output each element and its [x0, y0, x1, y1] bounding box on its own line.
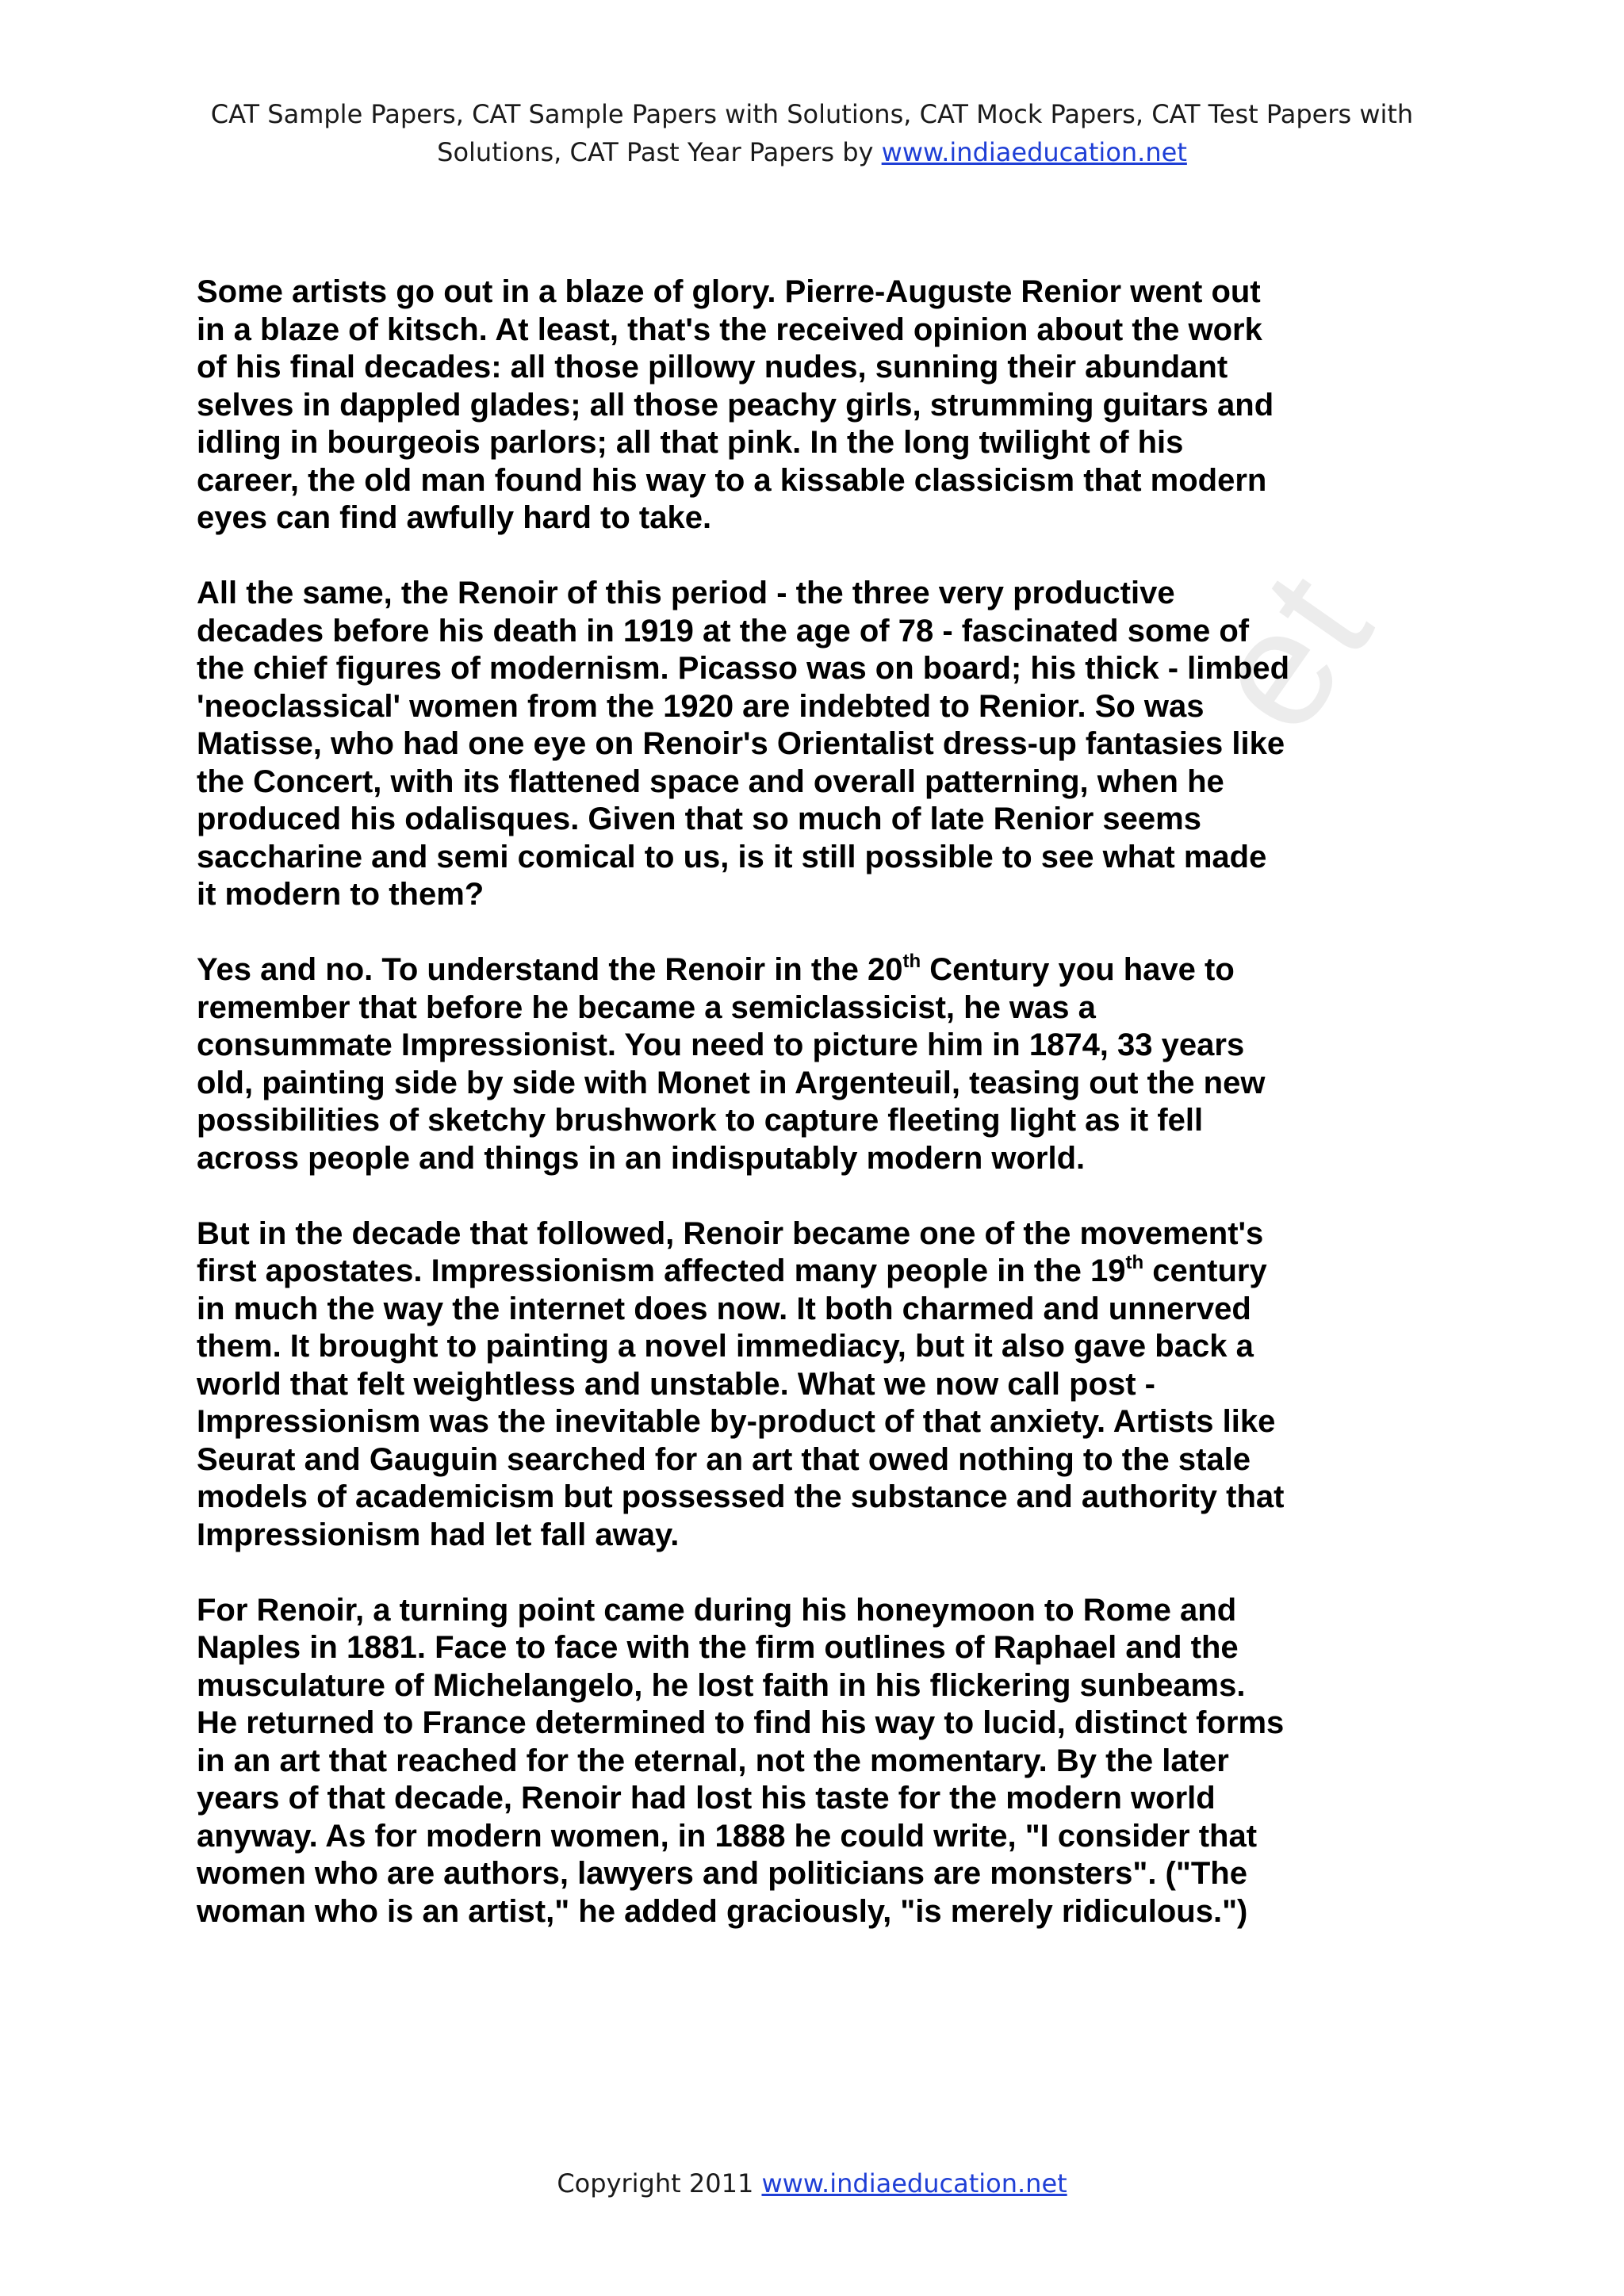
- header-line-1: CAT Sample Papers, CAT Sample Papers with Solutions, CAT Mock Papers, CAT Test Papers with: [210, 99, 1414, 129]
- page-footer: [0, 2164, 1624, 2202]
- paragraph-1: Some artists go out in a blaze of glory. Pierre-Auguste Renior went out in a blaze of kitsch. At least, that's the received opinion about the work of his final decades: all those pillowy nudes, sunning their abundant selves in dappled glades; all those peachy girls, strumming guitars and idling in bourgeois parlors; all that pink. In the long twilight of his career, the old man found his way to a kissable classicism that modern eyes can find awfully hard to take.: [197, 274, 1274, 535]
- paragraph-3-superscript: th: [902, 951, 921, 972]
- header-site-link[interactable]: www.indiaeducation.net: [881, 137, 1187, 167]
- paragraph-2: All the same, the Renoir of this period - the three very productive decades before his death in 1919 at the age of 78 - fascinated some of the chief figures of modernism. Picasso was on board; his thick - limbed 'neoclassical' women from the 1920 are indebted to Renior. So was Matisse, who had one eye on Renoir's Orientalist dress-up fantasies like the Concert, with its flattened space and overall patterning, when he produced his odalisques. Given that so much of late Renior seems saccharine and semi comical to us, is it still possible to see what made it modern to them?: [197, 576, 1290, 912]
- paragraph-3: [197, 951, 1291, 1177]
- paragraph-4-part-1: But in the decade that followed, Renoir became one of the movement's first apostates. Impressionism affected many people in the 19: [197, 1215, 1264, 1288]
- watermark: et: [1171, 538, 1408, 764]
- paragraph-4-part-2: century in much the way the internet does now. It both charmed and unnerved them. It brought to painting a novel immediacy, but it also gave back a world that felt weightless and unstable. What we now call post - Impressionism was the inevitable by-product of that anxiety. Artists like Seurat and Gauguin searched for an art that owed nothing to the stale models of academicism but possessed the substance and authority that Impressionism had let fall away.: [197, 1253, 1285, 1552]
- paragraph-5: For Renoir, a turning point came during his honeymoon to Rome and Naples in 1881. Face to face with the firm outlines of Raphael and the musculature of Michelangelo, he lost faith in his flickering sunbeams. He returned to France determined to find his way to lucid, distinct forms in an art that reached for the eternal, not the momentary. By the later years of that decade, Renoir had lost his taste for the modern world anyway. As for modern women, in 1888 he could write, "I consider that women who are authors, lawyers and politicians are monsters". ("The woman who is an artist," he added graciously, "is merely ridiculous."): [197, 1592, 1285, 1929]
- page-header: [0, 95, 1624, 171]
- paragraph-4-superscript: th: [1125, 1252, 1144, 1273]
- header-line-2: [0, 133, 1624, 171]
- passage: [197, 274, 1291, 1931]
- footer-copyright: Copyright 2011: [557, 2168, 762, 2198]
- paragraph-3-part-2: Century you have to remember that before he became a semiclassicist, he was a consummate Impressionist. You need to picture him in 1874, 33 years old, painting side by side with Monet in Argenteuil, teasing out the new possibilities of sketchy brushwork to capture fleeting light as it fell across people and things in an indisputably modern world.: [197, 952, 1266, 1176]
- header-line-2-text: Solutions, CAT Past Year Papers by: [437, 137, 882, 167]
- paragraph-4: [197, 1215, 1291, 1555]
- paragraph-3-part-1: Yes and no. To understand the Renoir in the 20: [197, 952, 903, 987]
- footer-site-link[interactable]: www.indiaeducation.net: [761, 2168, 1067, 2198]
